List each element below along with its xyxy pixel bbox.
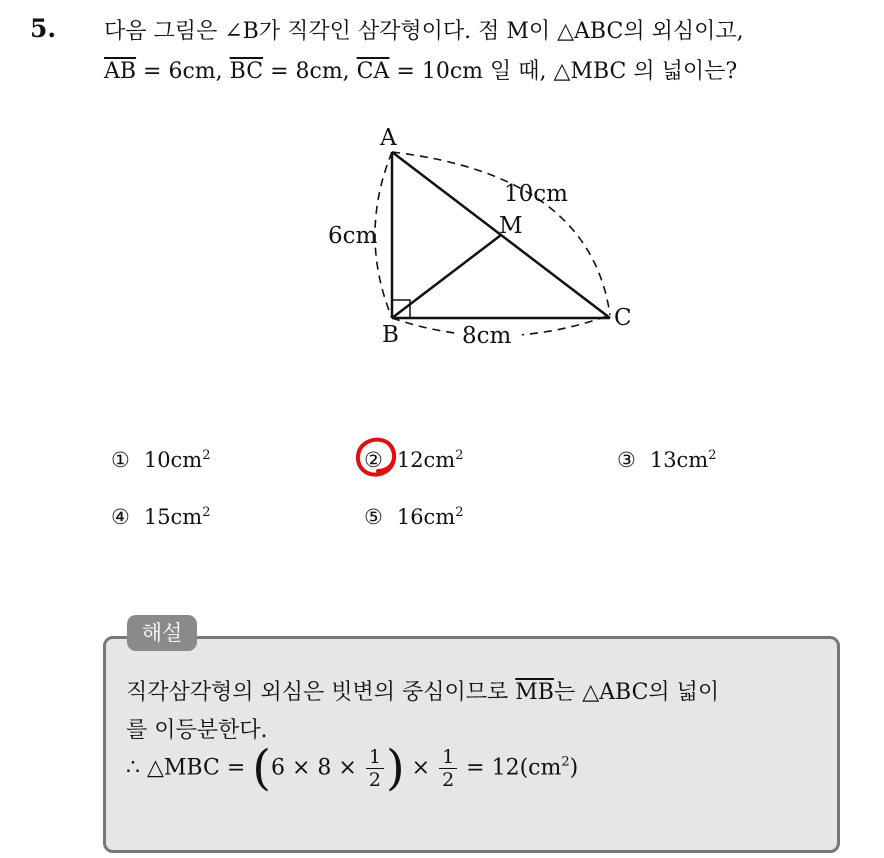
label-a: A: [380, 125, 397, 151]
choice-1-value: 10cm: [143, 448, 203, 472]
segment-ab: $\overline{AB}$: [104, 59, 137, 84]
fraction-1-numerator: 1: [366, 746, 384, 769]
label-b: B: [382, 322, 399, 348]
formula-rparen: ): [385, 740, 405, 796]
solution-line-1b: 는 △ABC의 넓이: [553, 680, 720, 705]
choice-5-mark: ⑤: [364, 505, 383, 529]
segment-mb: $\overline{MB}$: [515, 680, 554, 705]
length-ca: 10cm: [504, 181, 568, 207]
fraction-1-denominator: 2: [368, 768, 381, 791]
choice-4-mark: ④: [111, 505, 130, 529]
formula-result: = 12(cm: [459, 755, 562, 781]
segment-ca-value: = 10cm: [389, 59, 484, 84]
segment-bc-value: = 8cm,: [263, 59, 357, 84]
solution-line-2: 를 이등분한다.: [126, 718, 268, 743]
segment-ab-value: = 6cm,: [136, 59, 230, 84]
choice-5-sup: 2: [455, 505, 464, 520]
formula-lparen: (: [252, 740, 271, 796]
choice-1-sup: 2: [202, 448, 211, 463]
choice-3[interactable]: [617, 448, 717, 472]
solution-tag: 해설: [127, 615, 197, 651]
choice-3-mark: ③: [617, 448, 636, 472]
choice-3-value: 13cm: [649, 448, 709, 472]
choice-1[interactable]: [111, 448, 211, 472]
choice-4-value: 15cm: [143, 505, 203, 529]
question-number: 5.: [30, 14, 57, 43]
formula-inner: 6 × 8 ×: [271, 755, 364, 781]
choice-5[interactable]: [364, 505, 464, 529]
formula-times: ×: [404, 755, 438, 781]
formula-fraction-1: [366, 746, 384, 791]
segment-ca: $\overline{CA}$: [356, 59, 390, 84]
segment-bc: $\overline{BC}$: [229, 59, 264, 84]
label-m: M: [499, 213, 523, 239]
choice-5-value: 16cm: [396, 505, 456, 529]
choice-4[interactable]: [111, 505, 211, 529]
solution-line-1: [126, 675, 719, 706]
choice-1-mark: ①: [111, 448, 130, 472]
length-ab: 6cm: [328, 223, 378, 249]
formula-prefix: ∴ △MBC =: [126, 755, 253, 781]
arc-ab: [375, 152, 392, 318]
formula-fraction-2: [439, 746, 457, 791]
segment-bm: [392, 235, 501, 318]
fraction-2-numerator: 1: [439, 746, 457, 769]
question-line-2: [104, 54, 737, 85]
solution-formula: [126, 740, 579, 796]
fraction-2-denominator: 2: [442, 768, 455, 791]
choice-2-sup: 2: [455, 448, 464, 463]
triangle-figure: [300, 115, 660, 365]
label-c: C: [614, 305, 632, 331]
choice-2-value: 12cm: [396, 448, 456, 472]
choice-4-sup: 2: [202, 505, 211, 520]
question-ending: 일 때, △MBC 의 넓이는?: [483, 59, 738, 84]
formula-result-end: ): [569, 755, 579, 781]
choice-2-mark: ②: [364, 448, 383, 472]
selected-answer-circle-icon: [354, 434, 400, 480]
solution-line-1a: 직각삼각형의 외심은 빗변의 중심이므로: [126, 680, 516, 705]
question-line-1: 다음 그림은 ∠B가 직각인 삼각형이다. 점 M이 △ABC의 외심이고,: [104, 19, 744, 44]
choice-3-sup: 2: [708, 448, 717, 463]
formula-result-sup: 2: [561, 754, 570, 770]
length-bc: 8cm: [462, 323, 512, 349]
